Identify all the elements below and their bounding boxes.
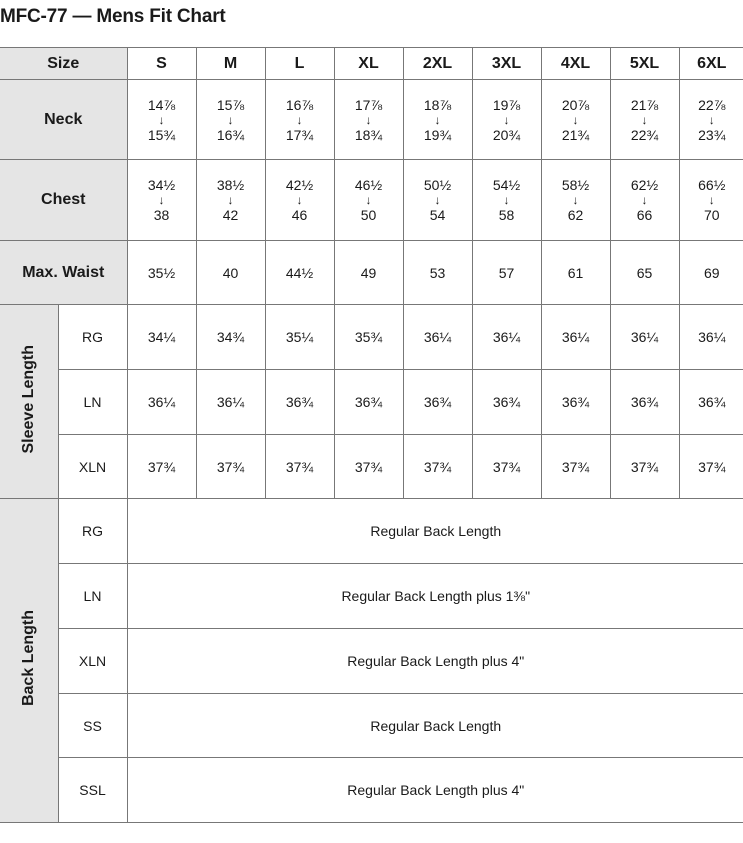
chest-from: 38½ [216,177,245,193]
back-length-text: Regular Back Length plus 1⅜" [127,564,743,629]
sleeve-cell: 36¼ [403,305,472,370]
size-header-cell: XL [334,48,403,80]
chest-cell [334,160,403,241]
neck-from: 17⅞ [354,96,383,113]
waist-label: Max. Waist [0,241,127,305]
chest-from: 42½ [285,177,314,193]
sleeve-cell: 35¾ [334,305,403,370]
back-row [0,564,743,629]
chest-cell [472,160,541,241]
neck-cell [541,80,610,160]
sleeve-cell: 37¾ [334,435,403,499]
neck-from: 14⅞ [147,96,176,113]
chest-cell [127,160,196,241]
neck-from: 21⅞ [630,96,659,113]
back-length-text: Regular Back Length [127,694,743,758]
down-arrow-icon: ↓ [296,193,303,207]
waist-row [0,241,743,305]
sleeve-code: RG [58,305,127,370]
back-length-text: Regular Back Length plus 4" [127,758,743,823]
sleeve-cell: 36¾ [472,370,541,435]
chest-label: Chest [0,160,127,241]
size-header-cell: M [196,48,265,80]
neck-cell [403,80,472,160]
waist-cell: 44½ [265,241,334,305]
size-header-row [0,48,743,80]
waist-cell: 49 [334,241,403,305]
sleeve-cell: 37¾ [541,435,610,499]
neck-from: 19⅞ [492,96,521,113]
waist-cell: 40 [196,241,265,305]
down-arrow-icon: ↓ [227,193,234,207]
chest-cell [610,160,679,241]
back-length-text: Regular Back Length plus 4" [127,629,743,694]
waist-cell: 53 [403,241,472,305]
neck-cell [679,80,743,160]
chest-cell [196,160,265,241]
back-row [0,694,743,758]
chest-cell [679,160,743,241]
sleeve-cell: 36¾ [541,370,610,435]
neck-from: 20⅞ [561,96,590,113]
neck-to: 22¾ [630,126,659,143]
chest-to: 38 [153,207,170,223]
chest-from: 46½ [354,177,383,193]
neck-to: 17¾ [285,126,314,143]
neck-to: 23¾ [698,126,726,143]
down-arrow-icon: ↓ [503,112,510,127]
back-row [0,629,743,694]
sleeve-cell: 36¼ [541,305,610,370]
neck-to: 15¾ [147,126,176,143]
neck-from: 15⅞ [216,96,245,113]
chest-to: 54 [429,207,446,223]
sleeve-cell: 36¼ [196,370,265,435]
size-header-cell: 3XL [472,48,541,80]
neck-row [0,80,743,160]
waist-cell: 35½ [127,241,196,305]
sleeve-length-label: Sleeve Length [0,305,58,499]
chest-to: 66 [636,207,653,223]
sleeve-cell: 36¾ [403,370,472,435]
back-code: XLN [58,629,127,694]
sleeve-row [0,305,743,370]
chest-from: 58½ [561,177,590,193]
down-arrow-icon: ↓ [434,112,441,127]
sleeve-code: LN [58,370,127,435]
back-row [0,758,743,823]
sleeve-cell: 36¾ [610,370,679,435]
fit-chart-table [0,47,743,823]
sleeve-cell: 36¾ [265,370,334,435]
neck-to: 21¾ [561,126,590,143]
chest-cell [541,160,610,241]
size-header-cell: 4XL [541,48,610,80]
chest-from: 62½ [630,177,659,193]
back-code: SS [58,694,127,758]
sleeve-cell: 37¾ [127,435,196,499]
neck-cell [334,80,403,160]
chest-to: 70 [703,207,720,223]
waist-cell: 69 [679,241,743,305]
down-arrow-icon: ↓ [365,112,372,127]
neck-from: 22⅞ [698,96,726,113]
chest-from: 66½ [698,177,726,193]
down-arrow-icon: ↓ [708,193,715,207]
neck-cell [127,80,196,160]
chest-to: 58 [498,207,515,223]
neck-to: 19¾ [423,126,452,143]
chest-to: 46 [291,207,308,223]
down-arrow-icon: ↓ [572,193,579,207]
sleeve-cell: 37¾ [472,435,541,499]
down-arrow-icon: ↓ [296,112,303,127]
neck-label: Neck [0,80,127,160]
sleeve-row [0,435,743,499]
chest-from: 54½ [492,177,521,193]
waist-cell: 65 [610,241,679,305]
size-header-cell: 2XL [403,48,472,80]
waist-cell: 61 [541,241,610,305]
sleeve-cell: 37¾ [610,435,679,499]
down-arrow-icon: ↓ [365,193,372,207]
chest-to: 42 [222,207,239,223]
neck-from: 18⅞ [423,96,452,113]
chest-cell [265,160,334,241]
neck-from: 16⅞ [285,96,314,113]
sleeve-code: XLN [58,435,127,499]
back-length-text: Regular Back Length [127,499,743,564]
sleeve-cell: 34¾ [196,305,265,370]
sleeve-cell: 37¾ [265,435,334,499]
back-row [0,499,743,564]
neck-to: 16¾ [216,126,245,143]
sleeve-cell: 36¼ [127,370,196,435]
page-title: MFC-77 — Mens Fit Chart [0,6,226,27]
sleeve-cell: 37¾ [196,435,265,499]
size-header-cell: 6XL [679,48,743,80]
chest-cell [403,160,472,241]
down-arrow-icon: ↓ [227,112,234,127]
chest-row [0,160,743,241]
down-arrow-icon: ↓ [641,193,648,207]
down-arrow-icon: ↓ [158,112,165,127]
sleeve-cell: 34¼ [127,305,196,370]
neck-cell [196,80,265,160]
sleeve-cell: 35¼ [265,305,334,370]
neck-to: 18¾ [354,126,383,143]
back-code: LN [58,564,127,629]
sleeve-cell: 36¼ [610,305,679,370]
down-arrow-icon: ↓ [434,193,441,207]
chest-from: 50½ [423,177,452,193]
sleeve-cell: 36¼ [472,305,541,370]
sleeve-cell: 36¾ [679,370,743,435]
down-arrow-icon: ↓ [572,112,579,127]
neck-cell [265,80,334,160]
sleeve-cell: 37¾ [679,435,743,499]
size-header-cell: L [265,48,334,80]
down-arrow-icon: ↓ [503,193,510,207]
size-header-cell: 5XL [610,48,679,80]
down-arrow-icon: ↓ [641,112,648,127]
neck-to: 20¾ [492,126,521,143]
sleeve-cell: 37¾ [403,435,472,499]
back-code: RG [58,499,127,564]
chest-to: 50 [360,207,377,223]
down-arrow-icon: ↓ [158,193,165,207]
size-header-label: Size [0,48,127,80]
back-length-label: Back Length [0,499,58,823]
back-code: SSL [58,758,127,823]
neck-cell [610,80,679,160]
size-header-cell: S [127,48,196,80]
waist-cell: 57 [472,241,541,305]
sleeve-cell: 36¼ [679,305,743,370]
neck-cell [472,80,541,160]
chest-from: 34½ [147,177,176,193]
sleeve-row [0,370,743,435]
down-arrow-icon: ↓ [708,112,715,127]
sleeve-cell: 36¾ [334,370,403,435]
chest-to: 62 [567,207,584,223]
